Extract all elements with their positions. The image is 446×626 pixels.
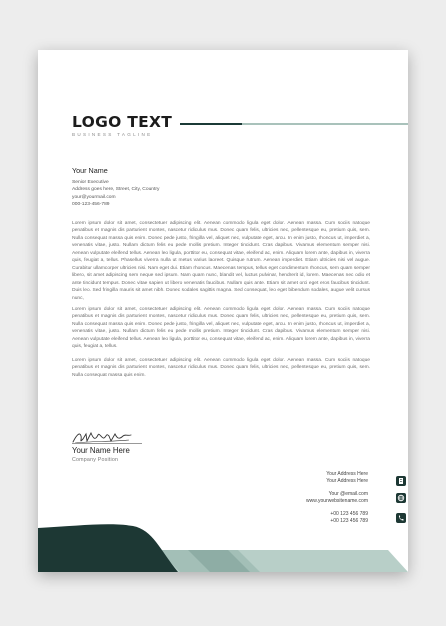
sender-name: Your Name (72, 166, 108, 175)
footer-band-dark (38, 524, 178, 572)
letterhead-page (38, 50, 408, 572)
header-rule-dark (180, 123, 242, 125)
logo-text: LOGO TEXT (72, 113, 173, 131)
sender-block (72, 166, 159, 209)
logo (72, 114, 172, 137)
business-tagline: BUSINESS TAGLINE (72, 132, 153, 137)
body-paragraph: Lorem ipsum dolor sit amet, consectetuer adipiscing elit. Aenean commodo ligula eget dolor. Aenean massa. Cum sociis natoque penatibus et magnis dis parturient montes, nascetur ridiculus mus. Donec quam felis, ultricies nec, pellentesque eu, pretium quis, sem. Nulla consequat massa quis enim. (72, 358, 370, 378)
header-rule-light (242, 123, 408, 125)
body-paragraph: Lorem ipsum dolor sit amet, consectetuer adipiscing elit. Aenean commodo ligula eget dolor. Aenean massa. Cum sociis natoque penatibus et magnis dis parturient montes, nascetur ridiculus mus. Donec quam felis, ultricies nec, pellentesque eu, pretium quis, sem. Nulla consequat massa quis enim. Donec pede justo, fringilla vel, aliquet nec, vulputate eget, arcu. In enim justo, rhoncus ut, imperdiet a, venenatis vitae, justo. Nullam dictum felis eu pede mollis pretium. Integer tincidunt. Cras dapibus. Vivamus elementum semper nisi. Aenean vulputate eleifend tellus. Aenean leo ligula, porttitor eu, consequat vitae, eleifend ac, enim. Aliquam lorem ante, dapibus in, viverra quis, feugiat a, tellus. Phasellus viverra nulla ut metus varius laoreet. Quisque rutrum. Aenean imperdiet. Etiam ultricies nisi vel augue. Curabitur ullamcorper ultricies nisi. Nam eget dui. Etiam rhoncus. Maecenas tempus, tellus eget condimentum rhoncus, sem quam semper libero, sit amet adipiscing sem neque sed ipsum. Nam quam nunc, blandit vel, luctus pulvinar, hendrerit id, lorem. Maecenas nec odio et ante tincidunt tempus. Donec vitae sapien ut libero venenatis faucibus. Nullam quis ante. Etiam sit amet orci eget eros faucibus tincidunt. Duis leo. Sed fringilla mauris sit amet nibh. Donec sodales sagittis magna. Sed consequat, leo eget bibendum sodales, augue velit cursus nunc, (72, 221, 370, 301)
building-icon (396, 476, 406, 486)
phone-line: +00 123 456 789 (330, 518, 368, 525)
sender-title: Senior Executive (72, 180, 109, 185)
body-paragraph: Lorem ipsum dolor sit amet, consectetuer adipiscing elit. Aenean commodo ligula eget dolor. Aenean massa. Cum sociis natoque penatibus et magnis dis parturient montes, nascetur ridiculus mus. Donec quam felis, ultricies nec, pellentesque eu, pretium quis, sem. Nulla consequat massa quis enim. Donec pede justo, fringilla vel, aliquet nec, vulputate eget, arcu. In enim justo, rhoncus ut, imperdiet a, venenatis vitae, justo. Nullam dictum felis eu pede mollis pretium. Integer tincidunt. Cras dapibus. Vivamus elementum semper nisi. Aenean vulputate eleifend tellus. Aenean leo ligula, porttitor eu, consequat vitae, eleifend ac, enim. Aliquam lorem ante, dapibus in, viverra quis, feugiat a, tellus. (72, 307, 370, 350)
address-line: Your Address Here (326, 471, 368, 477)
contact-address (326, 471, 368, 486)
signature-line (72, 443, 142, 444)
sender-email: your@yourmail.com (72, 194, 116, 200)
signer-position: Company Position (72, 457, 119, 463)
email-line[interactable]: Your @email.com (328, 491, 368, 497)
website-line[interactable]: www.yourwebsitename.com (306, 498, 368, 505)
globe-icon (396, 493, 406, 503)
footer-wave-decoration (38, 520, 408, 572)
sender-phone: 000-123-456-789 (72, 202, 110, 208)
contact-email (306, 491, 368, 506)
address-line: Your Address Here (326, 478, 368, 485)
sender-address: Address goes here, Street, City, Country (72, 187, 160, 193)
signer-name: Your Name Here (72, 446, 130, 455)
phone-line: +00 123 456 789 (330, 511, 368, 517)
